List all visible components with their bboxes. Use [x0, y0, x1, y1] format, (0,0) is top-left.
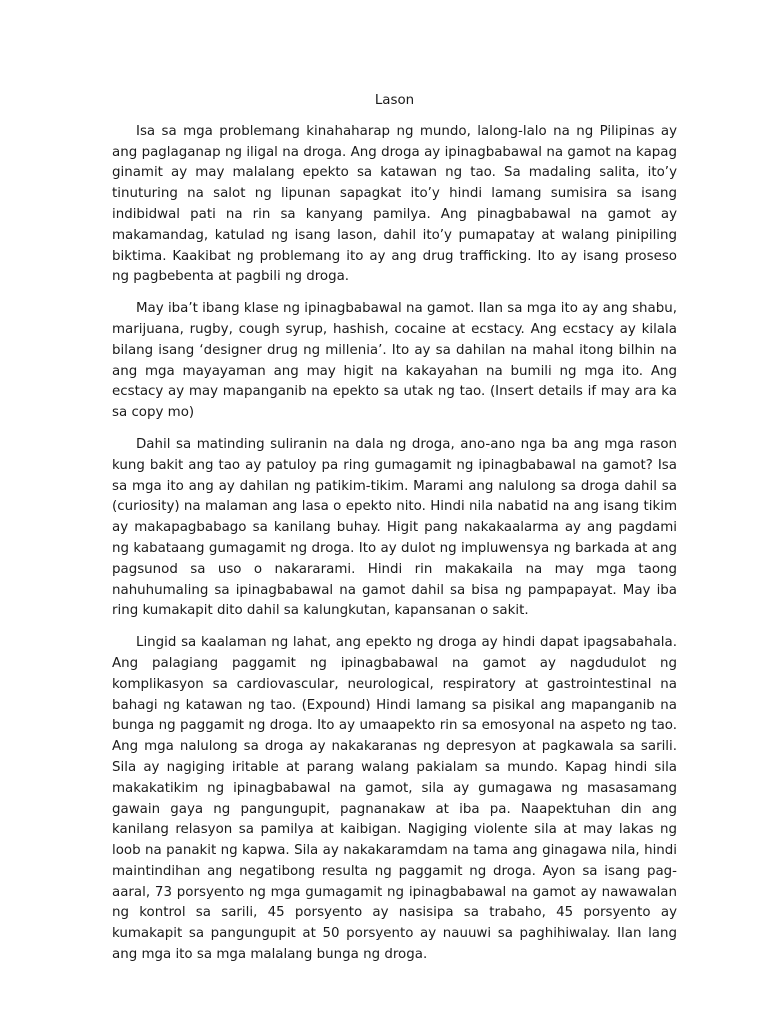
document-body: [112, 91, 677, 977]
paragraph-3: Dahil sa matinding suliranin na dala ng droga, ano-ano nga ba ang mga rason kung bakit ang tao ay patuloy pa ring gumagamit ng ipinagbabawal na gamot? Isa sa mga ito ang ay dahilan ng patikim-tikim. Marami ang nalulong sa droga dahil sa (curiosity) na malaman ang lasa o epekto nito. Hindi nila nabatid na ang isang tikim ay makapagbabago sa kanilang buhay. Higit pang nakakaalarma ay ang pagdami ng kabataang gumagamit ng droga. Ito ay dulot ng impluwensya ng barkada at ang pagsunod sa uso o nakararami. Hindi rin makakaila na may mga taong nahuhumaling sa ipinagbabawal na gamot dahil sa bisa ng pampapayat. May iba ring kumakapit dito dahil sa kalungkutan, kapansanan o sakit.: [112, 436, 677, 619]
document-title: Lason: [374, 93, 415, 108]
paragraph-4: Lingid sa kaalaman ng lahat, ang epekto ng droga ay hindi dapat ipagsabahala. Ang palagiang paggamit ng ipinagbabawal na gamot ay nagdudulot ng komplikasyon sa cardiovascular, neurological, respiratory at gastrointestinal na bahagi ng katawan ng tao. (Expound) Hindi lamang sa pisikal ang mapanganib na bunga ng paggamit ng droga. Ito ay umaapekto rin sa emosyonal na aspeto ng tao. Ang mga nalulong sa droga ay nakakaranas ng depresyon at pagkawala sa sarili. Sila ay nagiging iritable at parang walang pakialam sa mundo. Kapag hindi sila makakatikim ng ipinagbabawal na gamot, sila ay gumagawa ng masasamang gawain gaya ng pangungupit, pagnanakaw at iba pa. Naapektuhan din ang kanilang relasyon sa pamilya at kaibigan. Nagiging violente sila at may lakas ng loob na panakit ng kapwa. Sila ay nakakaramdam na tama ang ginagawa nila, hindi maintindihan ang negatibong resulta ng paggamit ng droga. Ayon sa isang pag-aaral, 73 porsyento ng mga gumagamit ng ipinagbabawal na gamot ay nawawalan ng kontrol sa sarili, 45 porsyento ay nasisipa sa trabaho, 45 porsyento ay kumakapit sa pangungupit at 50 porsyento ay nauuwi sa paghihiwalay. Ilan lang ang mga ito sa mga malalang bunga ng droga.: [112, 635, 677, 963]
paragraph-1: Isa sa mga problemang kinahaharap ng mundo, lalong-lalo na ng Pilipinas ay ang paglaganap ng iligal na droga. Ang droga ay ipinagbabawal na gamot na kapag ginamit ay may malalang epekto sa katawan ng tao. Sa madaling salita, ito’y tinuturing na salot ng lipunan sapagkat ito’y hindi lamang sumisira sa isang indibidwal pati na rin sa kanyang pamilya. Ang pinagbabawal na gamot ay makamandag, katulad ng isang lason, dahil ito’y pumapatay at walang pinipiling biktima. Kaakibat ng problemang ito ay ang drug trafficking. Ito ay isang proseso ng pagbebenta at pagbili ng droga.: [112, 123, 677, 285]
paragraph-2: May iba’t ibang klase ng ipinagbabawal na gamot. Ilan sa mga ito ay ang shabu, marijuana, rugby, cough syrup, hashish, cocaine at ecstacy. Ang ecstacy ay kilala bilang isang ‘designer drug ng millenia’. Ito ay sa dahilan na mahal itong bilhin na ang mga mayayaman ang may higit na kakayahan na bumili ng mga ito. Ang ecstacy ay may mapanganib na epekto sa utak ng tao. (Insert details if may ara ka sa copy mo): [112, 301, 677, 421]
